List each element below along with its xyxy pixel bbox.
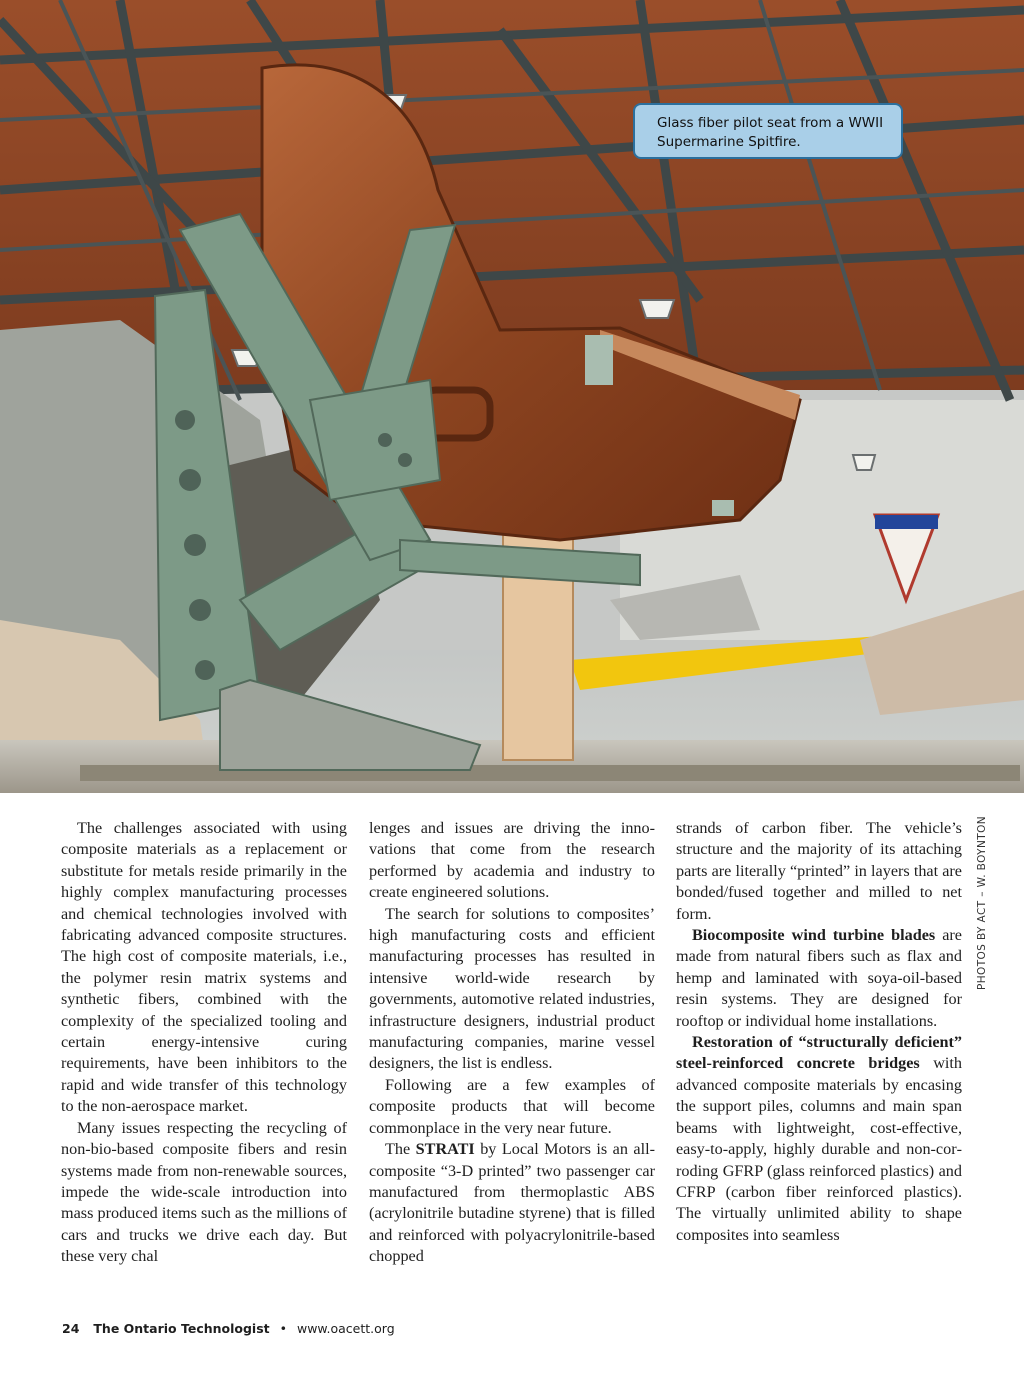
paragraph xyxy=(676,1032,962,1246)
text-run: The xyxy=(385,1140,416,1159)
paragraph: The challenges associated with using composite materials as a replacement or substitute for metals reside primarily in the highly complex manufacturing processes and chemical technologies involved with fabricating advanced composite structures. The high cost of composite materials, i.e., the polymer resin matrix systems and synthetic fibers, combined with the complexity of the specialized tooling and certain energy-intensive curing requirements, have been inhibitors to the rapid and wide transfer of this technology to the non-aerospace market. xyxy=(61,819,347,1116)
caption-line: Glass fiber pilot seat from a WWII xyxy=(657,115,884,131)
run-in-heading: Restoration of “structurally deficient” steel-reinforced concrete bridges xyxy=(676,1033,962,1073)
article-column-2 xyxy=(369,818,655,1268)
caption-line: Supermarine Spitfire. xyxy=(657,134,801,150)
article-column-1 xyxy=(61,818,347,1268)
paragraph: lenges and issues are driving the innovations that come from the research performed by academia and industry to create engineered solutions. xyxy=(369,819,655,902)
page-number: 24 xyxy=(62,1321,80,1336)
paragraph: Many issues respecting the recycling of non-bio-based composite fibers and resin systems made from non-renewable sources, impede the wide-scale introduction into mass produced items such as the millions of cars and trucks we drive each day. But these very chal xyxy=(61,1118,347,1266)
paragraph xyxy=(676,925,962,1032)
website-link[interactable]: www.oacett.org xyxy=(296,1321,395,1336)
run-in-heading: Biocomposite wind turbine blades xyxy=(692,926,936,945)
text-run: are made from natural fibers such as flax and hemp and laminated with soya-oil-based resin systems. They are designed for rooftop or individual home installations. xyxy=(676,926,962,1030)
article-column-3 xyxy=(676,818,962,1246)
magazine-title: The Ontario Technologist xyxy=(93,1321,270,1336)
paragraph: strands of carbon fiber. The vehicle’s structure and the majority of its attaching parts are literally “printed” in layers that are bonded/fused together and milled to net form. xyxy=(676,819,962,923)
photo-caption xyxy=(633,103,903,159)
text-run: with advanced composite materials by encasing the support piles, columns and main span beams with lightweight, cost-effective, easy-to-apply, highly durable and non-corroding GFRP (glass reinforced plastics) and CFRP (carbon fiber reinforced plastics). The virtually unlimited ability to shape composites into seamless xyxy=(676,1054,962,1244)
paragraph xyxy=(369,1139,655,1267)
paragraph: The search for solutions to composites’ high manufacturing costs and efficient manufacturing processes has resulted in intensive world-wide research by governments, automotive related industries, infrastructure designers, industrial product manufacturing companies, marine vessel designers, the list is endless. xyxy=(369,904,655,1073)
page-footer xyxy=(62,1321,395,1336)
photo-credit: PHOTOS BY ACT – W. BOYNTON xyxy=(976,816,988,990)
product-name: STRATI xyxy=(415,1140,475,1159)
bullet-separator: • xyxy=(279,1321,287,1336)
paragraph: Following are a few examples of composite products that will become commonplace in the very near future. xyxy=(369,1075,655,1137)
text-run: by Local Motors is an all-composite “3-D printed” two passenger car manufactured from thermoplastic ABS (acrylonitrile butadine styrene) that is filled and reinforced with polyacrylonitrile-based chopped xyxy=(369,1140,655,1266)
